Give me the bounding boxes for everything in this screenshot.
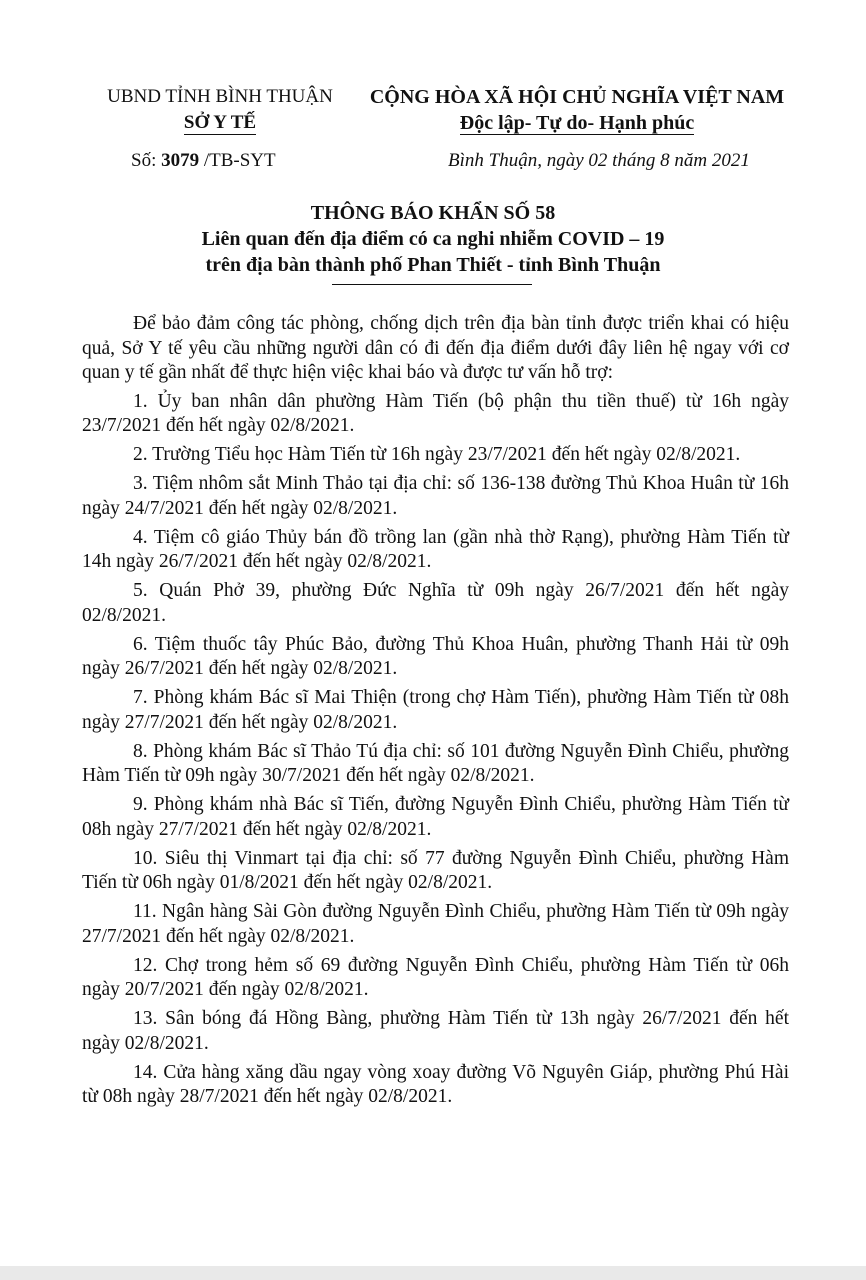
place-date: Bình Thuận, ngày 02 tháng 8 năm 2021 (448, 150, 750, 171)
number-suffix: /TB-SYT (199, 150, 276, 171)
intro-paragraph: Để bảo đảm công tác phòng, chống dịch trên địa bàn tỉnh được triển khai có hiệu quả, Sở Y tế yêu cầu những người dân có đi đến địa điểm dưới đây liên hệ ngay với cơ quan y tế gần nhất để thực hiện việc khai báo và được tư vấn hỗ trợ: (82, 313, 789, 383)
agency-line-2: SỞ Y TẾ (183, 112, 257, 133)
title-underline (332, 284, 532, 285)
list-item: 1. Ủy ban nhân dân phường Hàm Tiến (bộ phận thu tiền thuế) từ 16h ngày 23/7/2021 đến hết ngày 02/8/2021. (82, 390, 789, 436)
document-title (60, 200, 806, 278)
list-item: 14. Cửa hàng xăng dầu ngay vòng xoay đường Võ Nguyên Giáp, phường Phú Hài từ 08h ngày 28/7/2021 đến hết ngày 02/8/2021. (82, 1061, 789, 1107)
title-line-2: Liên quan đến địa điểm có ca nghi nhiễm COVID – 19 (201, 228, 665, 250)
document-body (82, 312, 789, 1114)
nation-line-1: CỘNG HÒA XÃ HỘI CHỦ NGHĨA VIỆT NAM (369, 86, 785, 108)
list-item: 10. Siêu thị Vinmart tại địa chỉ: số 77 đường Nguyễn Đình Chiểu, phường Hàm Tiến từ 06h ngày 01/8/2021 đến hết ngày 02/8/2021. (82, 847, 789, 893)
document-number (131, 150, 276, 172)
list-item: 9. Phòng khám nhà Bác sĩ Tiến, đường Nguyễn Đình Chiểu, phường Hàm Tiến từ 08h ngày 27/7/2021 đến hết ngày 02/8/2021. (82, 794, 789, 840)
list-item: 13. Sân bóng đá Hồng Bàng, phường Hàm Tiến từ 13h ngày 26/7/2021 đến hết ngày 02/8/2021. (82, 1008, 789, 1054)
title-line-3: trên địa bàn thành phố Phan Thiết - tỉnh Bình Thuận (205, 254, 661, 276)
location-list (82, 390, 789, 1110)
list-item: 3. Tiệm nhôm sắt Minh Thảo tại địa chỉ: số 136-138 đường Thủ Khoa Huân từ 16h ngày 24/7/2021 đến hết ngày 02/8/2021. (82, 473, 789, 519)
national-motto (352, 84, 802, 136)
nation-line-2: Độc lập- Tự do- Hạnh phúc (459, 112, 695, 134)
list-item: 6. Tiệm thuốc tây Phúc Bảo, đường Thủ Khoa Huân, phường Thanh Hải từ 09h ngày 26/7/2021 đến hết ngày 02/8/2021. (82, 633, 789, 679)
issuing-agency (80, 84, 360, 136)
number-prefix: Số: (131, 150, 162, 171)
list-item: 12. Chợ trong hẻm số 69 đường Nguyễn Đình Chiểu, phường Hàm Tiến từ 06h ngày 20/7/2021 đến ngày 02/8/2021. (82, 954, 789, 1000)
title-line-1: THÔNG BÁO KHẨN SỐ 58 (310, 202, 556, 224)
list-item: 11. Ngân hàng Sài Gòn đường Nguyễn Đình Chiểu, phường Hàm Tiến từ 09h ngày 27/7/2021 đến hết ngày 02/8/2021. (82, 901, 789, 947)
page-bottom-edge (0, 1266, 866, 1280)
list-item: 8. Phòng khám Bác sĩ Thảo Tú địa chỉ: số 101 đường Nguyễn Đình Chiểu, phường Hàm Tiến từ 09h ngày 30/7/2021 đến hết ngày 02/8/2021. (82, 740, 789, 786)
list-item: 7. Phòng khám Bác sĩ Mai Thiện (trong chợ Hàm Tiến), phường Hàm Tiến từ 08h ngày 27/7/2021 đến hết ngày 02/8/2021. (82, 687, 789, 733)
list-item: 5. Quán Phở 39, phường Đức Nghĩa từ 09h ngày 26/7/2021 đến hết ngày 02/8/2021. (82, 580, 789, 626)
list-item: 2. Trường Tiểu học Hàm Tiến từ 16h ngày 23/7/2021 đến hết ngày 02/8/2021. (133, 444, 741, 465)
agency-line-1: UBND TỈNH BÌNH THUẬN (107, 86, 333, 107)
list-item: 4. Tiệm cô giáo Thủy bán đồ trồng lan (gần nhà thờ Rạng), phường Hàm Tiến từ 14h ngày 26/7/2021 đến hết ngày 02/8/2021. (82, 526, 789, 572)
number-value: 3079 (161, 150, 200, 171)
